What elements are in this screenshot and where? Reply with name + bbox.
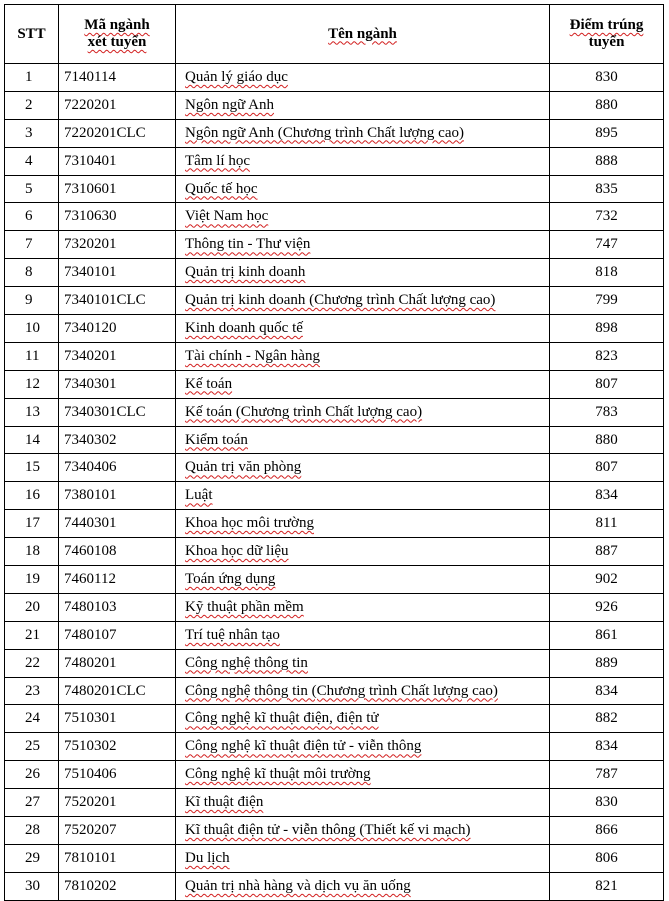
score-cell: 818 [550,259,664,287]
row-number-cell: 25 [5,733,59,761]
table-row [5,231,664,259]
major-code-cell: 7220201CLC [59,119,176,147]
major-code-cell: 7520207 [59,817,176,845]
major-code-cell: 7340406 [59,454,176,482]
row-number-cell: 5 [5,175,59,203]
row-number-cell: 22 [5,649,59,677]
table-row [5,342,664,370]
row-number-cell: 1 [5,64,59,92]
major-name-cell: Quản trị văn phòng [176,454,550,482]
row-number-cell: 17 [5,510,59,538]
score-cell: 747 [550,231,664,259]
major-name-cell: Ngôn ngữ Anh (Chương trình Chất lượng cao) [176,119,550,147]
row-number-cell: 16 [5,482,59,510]
major-code-cell: 7310601 [59,175,176,203]
major-code-cell: 7220201 [59,91,176,119]
admission-scores-table [4,4,664,901]
document-page [4,4,664,901]
score-cell: 898 [550,315,664,343]
score-cell: 807 [550,454,664,482]
row-number-cell: 7 [5,231,59,259]
score-cell: 834 [550,482,664,510]
row-number-cell: 11 [5,342,59,370]
score-cell: 880 [550,426,664,454]
table-row [5,119,664,147]
row-number-cell: 29 [5,844,59,872]
major-name-cell: Quản lý giáo dục [176,64,550,92]
major-name-cell: Tâm lí học [176,147,550,175]
major-code-cell: 7810202 [59,872,176,900]
score-cell: 926 [550,593,664,621]
table-row [5,91,664,119]
row-number-cell: 4 [5,147,59,175]
major-code-cell: 7510302 [59,733,176,761]
major-name-cell: Khoa học môi trường [176,510,550,538]
major-code-cell: 7380101 [59,482,176,510]
row-number-cell: 20 [5,593,59,621]
score-cell: 889 [550,649,664,677]
major-name-cell: Quản trị kinh doanh [176,259,550,287]
table-row [5,426,664,454]
row-number-cell: 10 [5,315,59,343]
score-cell: 880 [550,91,664,119]
row-number-cell: 13 [5,398,59,426]
score-cell: 834 [550,677,664,705]
row-number-cell: 8 [5,259,59,287]
major-code-cell: 7480103 [59,593,176,621]
major-name-cell: Trí tuệ nhân tạo [176,621,550,649]
row-number-cell: 3 [5,119,59,147]
row-number-cell: 23 [5,677,59,705]
major-name-cell: Công nghệ kĩ thuật điện tử - viễn thông [176,733,550,761]
header-score-line2: tuyển [588,34,625,50]
major-code-cell: 7340101 [59,259,176,287]
major-name-cell: Kế toán (Chương trình Chất lượng cao) [176,398,550,426]
score-cell: 821 [550,872,664,900]
major-code-cell: 7480201 [59,649,176,677]
major-code-cell: 7340120 [59,315,176,343]
major-name-cell: Kĩ thuật điện tử - viễn thông (Thiết kế vi mạch) [176,817,550,845]
major-name-cell: Quản trị kinh doanh (Chương trình Chất lượng cao) [176,287,550,315]
row-number-cell: 24 [5,705,59,733]
major-code-cell: 7340101CLC [59,287,176,315]
major-name-cell: Kế toán [176,370,550,398]
major-name-cell: Việt Nam học [176,203,550,231]
row-number-cell: 6 [5,203,59,231]
major-code-cell: 7340201 [59,342,176,370]
row-number-cell: 18 [5,538,59,566]
table-row [5,370,664,398]
row-number-cell: 28 [5,817,59,845]
major-name-cell: Quản trị nhà hàng và dịch vụ ăn uống [176,872,550,900]
major-code-cell: 7810101 [59,844,176,872]
major-code-cell: 7440301 [59,510,176,538]
score-cell: 902 [550,566,664,594]
table-row [5,872,664,900]
score-cell: 830 [550,64,664,92]
table-row [5,733,664,761]
score-cell: 807 [550,370,664,398]
table-row [5,844,664,872]
table-row [5,203,664,231]
major-code-cell: 7340301CLC [59,398,176,426]
major-code-cell: 7510301 [59,705,176,733]
major-name-cell: Quốc tế học [176,175,550,203]
table-body [5,64,664,901]
row-number-cell: 15 [5,454,59,482]
table-row [5,649,664,677]
table-row [5,789,664,817]
major-name-cell: Toán ứng dụng [176,566,550,594]
score-cell: 783 [550,398,664,426]
table-row [5,677,664,705]
table-row [5,454,664,482]
table-row [5,147,664,175]
major-code-cell: 7520201 [59,789,176,817]
table-row [5,175,664,203]
major-name-cell: Kỹ thuật phần mềm [176,593,550,621]
table-row [5,817,664,845]
score-cell: 806 [550,844,664,872]
score-cell: 830 [550,789,664,817]
header-score [550,5,664,64]
table-row [5,538,664,566]
header-code-line1: Mã ngành [84,17,150,33]
table-row [5,259,664,287]
header-code-line2: xét tuyển [87,34,147,50]
major-code-cell: 7310630 [59,203,176,231]
row-number-cell: 26 [5,761,59,789]
major-code-cell: 7480107 [59,621,176,649]
table-header-row [5,5,664,64]
table-row [5,510,664,538]
table-row [5,705,664,733]
major-code-cell: 7340302 [59,426,176,454]
major-code-cell: 7460112 [59,566,176,594]
table-row [5,593,664,621]
table-row [5,315,664,343]
table-row [5,64,664,92]
table-row [5,621,664,649]
header-score-line1: Điểm trúng [569,17,644,33]
major-name-cell: Luật [176,482,550,510]
major-code-cell: 7340301 [59,370,176,398]
table-row [5,287,664,315]
major-name-cell: Thông tin - Thư viện [176,231,550,259]
score-cell: 811 [550,510,664,538]
major-name-cell: Du lịch [176,844,550,872]
table-row [5,482,664,510]
major-code-cell: 7320201 [59,231,176,259]
major-name-cell: Kiểm toán [176,426,550,454]
major-code-cell: 7510406 [59,761,176,789]
major-code-cell: 7480201CLC [59,677,176,705]
score-cell: 787 [550,761,664,789]
score-cell: 835 [550,175,664,203]
score-cell: 861 [550,621,664,649]
score-cell: 732 [550,203,664,231]
row-number-cell: 27 [5,789,59,817]
major-name-cell: Khoa học dữ liệu [176,538,550,566]
score-cell: 882 [550,705,664,733]
score-cell: 895 [550,119,664,147]
score-cell: 887 [550,538,664,566]
major-name-cell: Công nghệ thông tin (Chương trình Chất lượng cao) [176,677,550,705]
score-cell: 888 [550,147,664,175]
row-number-cell: 9 [5,287,59,315]
row-number-cell: 12 [5,370,59,398]
major-name-cell: Công nghệ kĩ thuật điện, điện tử [176,705,550,733]
score-cell: 799 [550,287,664,315]
header-name: Tên ngành [176,5,550,64]
header-stt: STT [5,5,59,64]
major-code-cell: 7460108 [59,538,176,566]
major-name-cell: Tài chính - Ngân hàng [176,342,550,370]
major-name-cell: Kĩ thuật điện [176,789,550,817]
table-row [5,566,664,594]
score-cell: 834 [550,733,664,761]
major-name-cell: Ngôn ngữ Anh [176,91,550,119]
header-code [59,5,176,64]
row-number-cell: 19 [5,566,59,594]
row-number-cell: 21 [5,621,59,649]
score-cell: 866 [550,817,664,845]
major-name-cell: Công nghệ thông tin [176,649,550,677]
row-number-cell: 30 [5,872,59,900]
table-row [5,398,664,426]
major-code-cell: 7140114 [59,64,176,92]
major-code-cell: 7310401 [59,147,176,175]
row-number-cell: 2 [5,91,59,119]
score-cell: 823 [550,342,664,370]
major-name-cell: Kinh doanh quốc tế [176,315,550,343]
major-name-cell: Công nghệ kĩ thuật môi trường [176,761,550,789]
row-number-cell: 14 [5,426,59,454]
table-row [5,761,664,789]
